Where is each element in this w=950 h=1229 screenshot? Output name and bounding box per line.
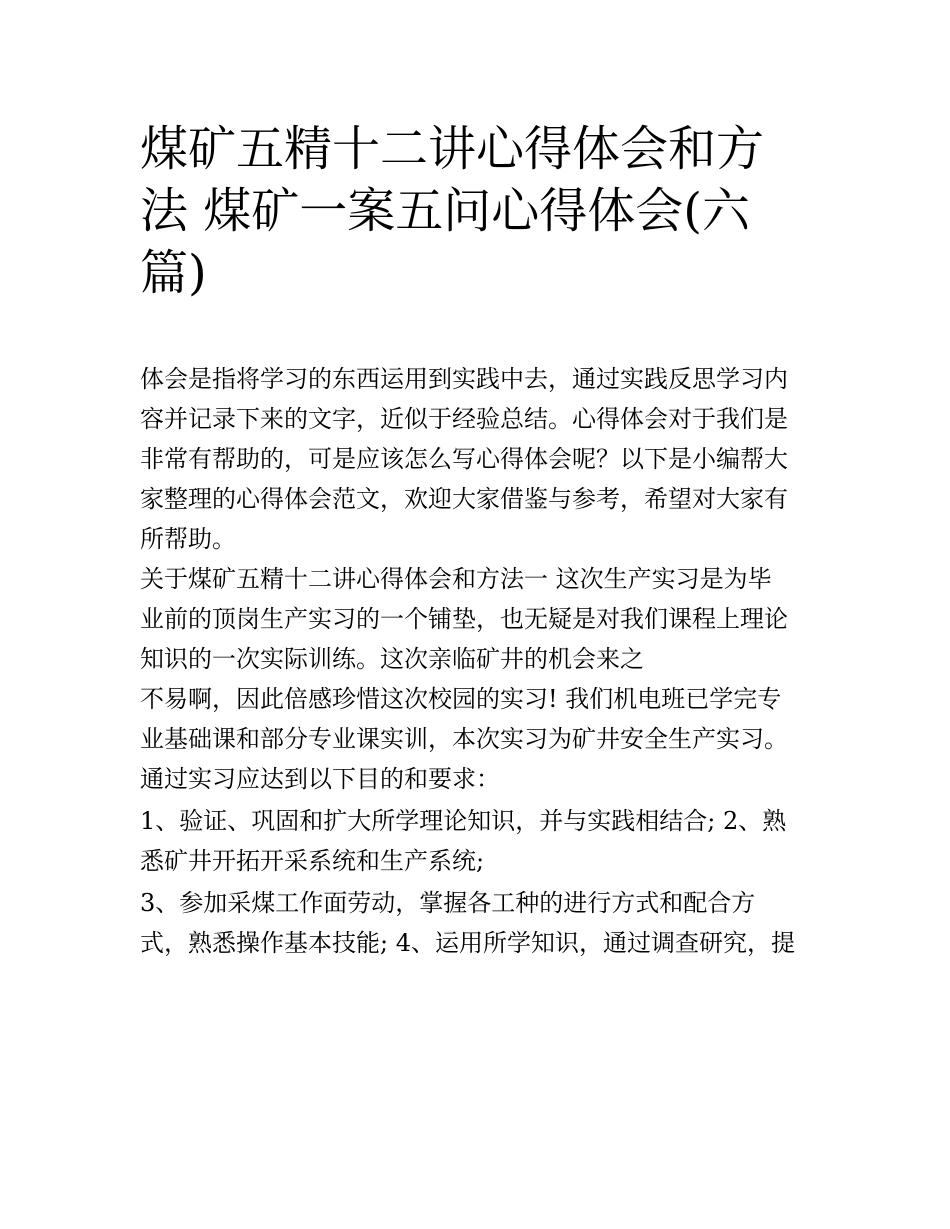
body-line: 3、参加采煤工作面劳动，掌握各工种的进行方式和配合方 bbox=[140, 889, 756, 917]
body-line: 1、验证、巩固和扩大所学理论知识，并与实践相结合; 2、熟 bbox=[140, 807, 787, 835]
body-line: 式，熟悉操作基本技能; 4、运用所学知识，通过调查研究，提 bbox=[140, 929, 795, 957]
body-line: 非常有帮助的，可是应该怎么写心得体会呢？以下是小编帮大 bbox=[140, 445, 788, 473]
body-line: 体会是指将学习的东西运用到实践中去，通过实践反思学习内 bbox=[140, 365, 788, 393]
title-line: 煤矿五精十二讲心得体会和方 bbox=[140, 121, 765, 177]
body-line: 知识的一次实际训练。这次亲临矿井的机会来之 bbox=[140, 645, 644, 673]
document-title bbox=[140, 118, 820, 304]
body-line: 关于煤矿五精十二讲心得体会和方法一 这次生产实习是为毕 bbox=[140, 565, 772, 593]
body-line: 业基础课和部分专业课实训，本次实习为矿井安全生产实习。 bbox=[140, 725, 788, 753]
title-line: 篇) bbox=[140, 245, 207, 301]
body-line: 所帮助。 bbox=[140, 525, 236, 553]
body-line: 悉矿井开拓开采系统和生产系统; bbox=[140, 847, 485, 875]
body-line: 业前的顶岗生产实习的一个铺垫，也无疑是对我们课程上理论 bbox=[140, 605, 788, 633]
body-line: 通过实习应达到以下目的和要求： bbox=[140, 765, 500, 793]
body-line: 家整理的心得体会范文，欢迎大家借鉴与参考，希望对大家有 bbox=[140, 485, 788, 513]
body-line: 不易啊，因此倍感珍惜这次校园的实习! 我们机电班已学完专 bbox=[140, 685, 782, 713]
title-line: 法 煤矿一案五问心得体会(六 bbox=[140, 183, 750, 239]
body-line: 容并记录下来的文字，近似于经验总结。心得体会对于我们是 bbox=[140, 405, 788, 433]
document-body bbox=[140, 359, 820, 963]
